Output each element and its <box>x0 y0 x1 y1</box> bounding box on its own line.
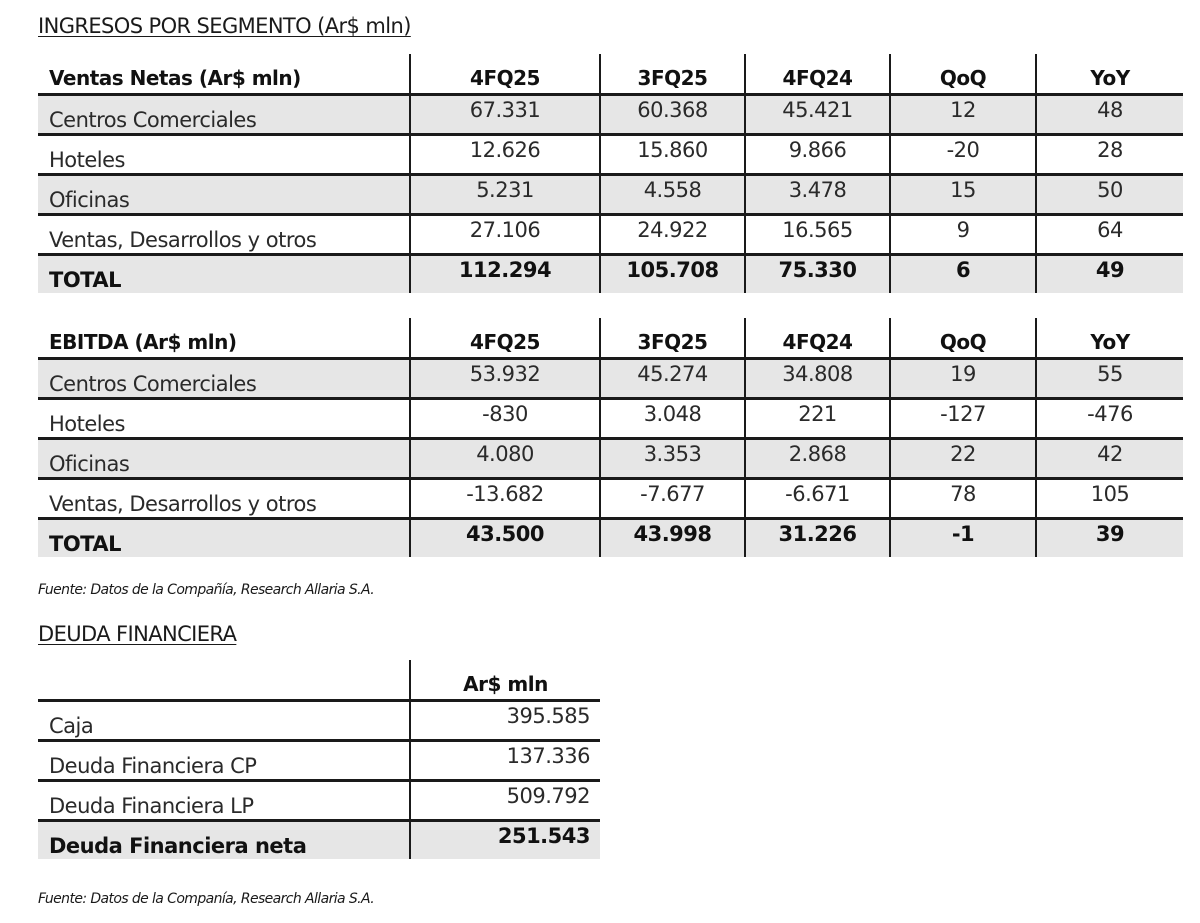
cell-4fq25: 43.500 <box>410 519 600 558</box>
table-header-row <box>38 660 600 701</box>
cell-yoy: 50 <box>1036 175 1183 215</box>
cell-4fq25: -830 <box>410 399 600 439</box>
cell-yoy: -476 <box>1036 399 1183 439</box>
cell-4fq25: 4.080 <box>410 439 600 479</box>
debt-section-title: DEUDA FINANCIERA <box>38 622 237 646</box>
cell-4fq25: 67.331 <box>410 95 600 135</box>
column-header-3fq25: 3FQ25 <box>600 54 745 95</box>
column-header-4fq24: 4FQ24 <box>745 54 890 95</box>
column-header-3fq25: 3FQ25 <box>600 318 745 359</box>
cell-qoq: 19 <box>890 359 1036 399</box>
cell-3fq25: 3.353 <box>600 439 745 479</box>
cell-qoq: -1 <box>890 519 1036 558</box>
cell-4fq25: 53.932 <box>410 359 600 399</box>
cell-4fq24: 3.478 <box>745 175 890 215</box>
table-row <box>38 781 600 821</box>
cell-yoy: 28 <box>1036 135 1183 175</box>
table-total-row <box>38 519 1183 558</box>
table-row <box>38 479 1183 519</box>
row-label: Oficinas <box>38 175 410 215</box>
cell-4fq25: -13.682 <box>410 479 600 519</box>
table-row <box>38 741 600 781</box>
table-row <box>38 175 1183 215</box>
cell-3fq25: 45.274 <box>600 359 745 399</box>
row-label: Hoteles <box>38 135 410 175</box>
cell-value: 251.543 <box>410 821 600 860</box>
row-label: TOTAL <box>38 519 410 558</box>
cell-3fq25: 105.708 <box>600 255 745 294</box>
cell-qoq: 9 <box>890 215 1036 255</box>
cell-qoq: 15 <box>890 175 1036 215</box>
cell-4fq24: 9.866 <box>745 135 890 175</box>
cell-4fq24: 2.868 <box>745 439 890 479</box>
column-header-yoy: YoY <box>1036 54 1183 95</box>
row-label: Deuda Financiera LP <box>38 781 410 821</box>
row-label: Centros Comerciales <box>38 95 410 135</box>
column-header-label: EBITDA (Ar$ mln) <box>38 318 410 359</box>
cell-yoy: 48 <box>1036 95 1183 135</box>
debt-source-note: Fuente: Datos de la Companía, Research Allaria S.A. <box>38 891 375 907</box>
column-header-ars-mln: Ar$ mln <box>410 660 600 701</box>
table-header-row <box>38 318 1183 359</box>
row-label: Oficinas <box>38 439 410 479</box>
cell-yoy: 55 <box>1036 359 1183 399</box>
column-header-yoy: YoY <box>1036 318 1183 359</box>
table-header-row <box>38 54 1183 95</box>
table-row <box>38 439 1183 479</box>
cell-qoq: -127 <box>890 399 1036 439</box>
cell-qoq: -20 <box>890 135 1036 175</box>
row-label: Deuda Financiera neta <box>38 821 410 860</box>
cell-3fq25: 15.860 <box>600 135 745 175</box>
sales-section-title: INGRESOS POR SEGMENTO (Ar$ mln) <box>38 14 411 38</box>
cell-4fq24: 34.808 <box>745 359 890 399</box>
column-header-4fq25: 4FQ25 <box>410 54 600 95</box>
table-total-row <box>38 821 600 860</box>
cell-4fq24: 75.330 <box>745 255 890 294</box>
cell-value: 509.792 <box>410 781 600 821</box>
cell-3fq25: 60.368 <box>600 95 745 135</box>
row-label: Hoteles <box>38 399 410 439</box>
column-header-label <box>38 660 410 701</box>
column-header-label: Ventas Netas (Ar$ mln) <box>38 54 410 95</box>
cell-yoy: 49 <box>1036 255 1183 294</box>
row-label: Centros Comerciales <box>38 359 410 399</box>
row-label: Ventas, Desarrollos y otros <box>38 215 410 255</box>
cell-yoy: 42 <box>1036 439 1183 479</box>
cell-4fq24: 16.565 <box>745 215 890 255</box>
row-label: Deuda Financiera CP <box>38 741 410 781</box>
cell-yoy: 64 <box>1036 215 1183 255</box>
financial-debt-table <box>38 660 600 859</box>
cell-4fq24: -6.671 <box>745 479 890 519</box>
ebitda-source-note: Fuente: Datos de la Compañía, Research Allaria S.A. <box>38 582 375 598</box>
column-header-4fq25: 4FQ25 <box>410 318 600 359</box>
cell-qoq: 78 <box>890 479 1036 519</box>
cell-qoq: 6 <box>890 255 1036 294</box>
net-sales-table <box>38 54 1183 293</box>
cell-qoq: 12 <box>890 95 1036 135</box>
cell-4fq24: 45.421 <box>745 95 890 135</box>
cell-3fq25: 3.048 <box>600 399 745 439</box>
column-header-4fq24: 4FQ24 <box>745 318 890 359</box>
cell-yoy: 105 <box>1036 479 1183 519</box>
table-total-row <box>38 255 1183 294</box>
cell-4fq24: 221 <box>745 399 890 439</box>
cell-4fq25: 5.231 <box>410 175 600 215</box>
table-row <box>38 701 600 741</box>
cell-4fq24: 31.226 <box>745 519 890 558</box>
cell-4fq25: 112.294 <box>410 255 600 294</box>
cell-3fq25: 4.558 <box>600 175 745 215</box>
table-row <box>38 95 1183 135</box>
column-header-qoq: QoQ <box>890 318 1036 359</box>
cell-4fq25: 12.626 <box>410 135 600 175</box>
cell-value: 395.585 <box>410 701 600 741</box>
row-label: TOTAL <box>38 255 410 294</box>
cell-yoy: 39 <box>1036 519 1183 558</box>
cell-3fq25: -7.677 <box>600 479 745 519</box>
table-row <box>38 215 1183 255</box>
cell-4fq25: 27.106 <box>410 215 600 255</box>
cell-value: 137.336 <box>410 741 600 781</box>
cell-3fq25: 43.998 <box>600 519 745 558</box>
cell-3fq25: 24.922 <box>600 215 745 255</box>
table-row <box>38 399 1183 439</box>
ebitda-table <box>38 318 1183 557</box>
row-label: Ventas, Desarrollos y otros <box>38 479 410 519</box>
table-row <box>38 135 1183 175</box>
cell-qoq: 22 <box>890 439 1036 479</box>
column-header-qoq: QoQ <box>890 54 1036 95</box>
row-label: Caja <box>38 701 410 741</box>
table-row <box>38 359 1183 399</box>
